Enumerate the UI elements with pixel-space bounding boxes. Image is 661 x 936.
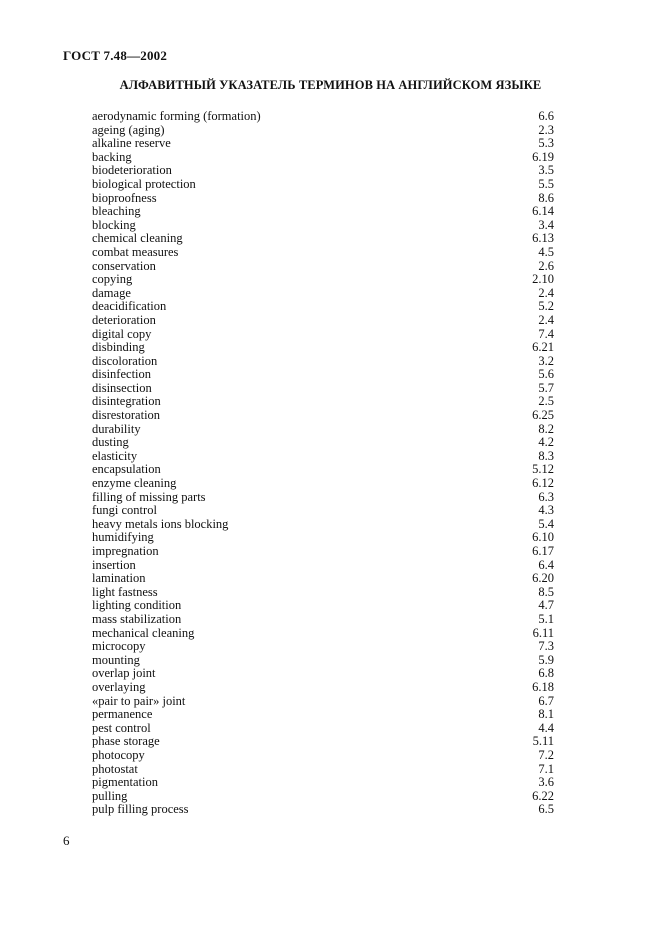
index-term: microcopy [92, 639, 146, 654]
index-entry [92, 803, 554, 817]
index-reference: 8.1 [538, 707, 554, 722]
index-entry [92, 491, 554, 505]
index-reference: 4.7 [538, 598, 554, 613]
index-term: encapsulation [92, 462, 161, 477]
index-entry [92, 328, 554, 342]
index-term: filling of missing parts [92, 489, 206, 504]
index-term: elasticity [92, 448, 138, 463]
index-entry [92, 192, 554, 206]
index-entry [92, 559, 554, 573]
index-reference: 6.11 [532, 625, 554, 640]
index-entry [92, 110, 554, 124]
index-term: digital copy [92, 326, 152, 341]
index-entry [92, 504, 554, 518]
index-entry [92, 722, 554, 736]
index-entry [92, 572, 554, 586]
index-reference: 2.10 [532, 272, 554, 287]
index-entry [92, 260, 554, 274]
index-entry [92, 164, 554, 178]
index-term: blocking [92, 217, 136, 232]
index-entry [92, 219, 554, 233]
index-reference: 3.2 [538, 353, 554, 368]
index-reference: 3.6 [538, 775, 554, 790]
index-entry [92, 436, 554, 450]
index-entry [92, 341, 554, 355]
index-entry [92, 368, 554, 382]
index-term: alkaline reserve [92, 136, 171, 151]
index-term: pest control [92, 720, 151, 735]
index-reference: 4.5 [538, 244, 554, 259]
index-term: light fastness [92, 584, 158, 599]
index-entry [92, 763, 554, 777]
index-entry [92, 273, 554, 287]
index-entry [92, 151, 554, 165]
index-entry [92, 586, 554, 600]
index-reference: 5.12 [532, 462, 554, 477]
index-term: overlap joint [92, 666, 156, 681]
index-entry [92, 695, 554, 709]
index-entry [92, 409, 554, 423]
index-term: disrestoration [92, 408, 161, 423]
index-reference: 6.25 [532, 408, 554, 423]
index-reference: 6.7 [538, 693, 554, 708]
index-reference: 6.20 [532, 571, 554, 586]
index-reference: 6.17 [532, 544, 554, 558]
index-entry [92, 613, 554, 627]
index-term: overlaying [92, 679, 146, 694]
index-reference: 4.3 [538, 503, 554, 518]
index-term: deterioration [92, 312, 156, 327]
index-reference: 6.22 [532, 788, 554, 803]
index-reference: 7.2 [538, 747, 554, 762]
index-reference: 8.2 [538, 421, 554, 436]
index-reference: 5.4 [538, 516, 554, 531]
index-reference: 5.6 [538, 367, 554, 382]
index-term: permanence [92, 707, 153, 722]
index-term: bleaching [92, 204, 141, 219]
document-header: ГОСТ 7.48—2002 [63, 48, 168, 63]
index-entry [92, 287, 554, 301]
index-reference: 6.6 [538, 109, 554, 123]
index-entry [92, 654, 554, 668]
page-number: 6 [63, 833, 70, 848]
index-term: «pair to pair» joint [92, 693, 186, 708]
index-entry [92, 395, 554, 409]
index-term: phase storage [92, 734, 160, 749]
index-term: damage [92, 285, 131, 300]
index-entry [92, 246, 554, 260]
index-term: heavy metals ions blocking [92, 516, 229, 531]
index-reference: 5.1 [538, 611, 554, 626]
index-reference: 6.3 [538, 489, 554, 504]
index-reference: 4.4 [538, 720, 554, 735]
index-term: chemical cleaning [92, 231, 183, 246]
index-entry [92, 205, 554, 219]
index-reference: 2.4 [538, 285, 554, 300]
index-reference: 6.5 [538, 802, 554, 817]
index-entry [92, 124, 554, 138]
index-entry [92, 137, 554, 151]
index-entry [92, 708, 554, 722]
index-term: combat measures [92, 244, 179, 259]
index-term: backing [92, 149, 132, 164]
index-term: pulp filling process [92, 802, 189, 817]
term-index [92, 110, 554, 817]
index-term: lighting condition [92, 598, 182, 613]
index-reference: 5.11 [532, 734, 554, 749]
index-entry [92, 776, 554, 790]
index-entry [92, 667, 554, 681]
page-title: АЛФАВИТНЫЙ УКАЗАТЕЛЬ ТЕРМИНОВ НА АНГЛИЙСКОМ ЯЗЫКЕ [119, 78, 542, 92]
index-entry [92, 681, 554, 695]
index-entry [92, 355, 554, 369]
index-term: enzyme cleaning [92, 476, 177, 491]
index-reference: 3.5 [538, 163, 554, 178]
index-term: photostat [92, 761, 138, 776]
index-term: disintegration [92, 394, 161, 409]
index-term: lamination [92, 571, 146, 586]
index-entry [92, 178, 554, 192]
index-entry [92, 735, 554, 749]
index-reference: 6.12 [532, 476, 554, 491]
index-reference: 6.4 [538, 557, 554, 572]
index-term: disbinding [92, 340, 145, 355]
index-entry [92, 627, 554, 641]
index-reference: 6.8 [538, 666, 554, 681]
index-term: dusting [92, 435, 129, 450]
index-reference: 6.19 [532, 149, 554, 164]
index-reference: 6.14 [532, 204, 554, 219]
index-reference: 7.4 [538, 326, 554, 341]
index-entry [92, 640, 554, 654]
index-entry [92, 749, 554, 763]
index-term: aerodynamic forming (formation) [92, 109, 261, 123]
index-term: humidifying [92, 530, 154, 545]
index-reference: 4.2 [538, 435, 554, 450]
index-entry [92, 599, 554, 613]
index-reference: 3.4 [538, 217, 554, 232]
index-reference: 5.3 [538, 136, 554, 151]
index-reference: 6.10 [532, 530, 554, 545]
index-reference: 2.3 [538, 122, 554, 137]
index-reference: 7.1 [538, 761, 554, 776]
index-entry [92, 314, 554, 328]
index-entry [92, 232, 554, 246]
index-term: biological protection [92, 176, 196, 191]
index-term: conservation [92, 258, 156, 273]
index-reference: 5.9 [538, 652, 554, 667]
index-term: durability [92, 421, 141, 436]
index-reference: 7.3 [538, 639, 554, 654]
index-term: discoloration [92, 353, 158, 368]
index-entry [92, 382, 554, 396]
index-term: bioproofness [92, 190, 157, 205]
index-reference: 5.2 [538, 299, 554, 314]
index-term: biodeterioration [92, 163, 172, 178]
index-term: disinsection [92, 380, 152, 395]
index-term: mounting [92, 652, 140, 667]
index-reference: 8.5 [538, 584, 554, 599]
index-reference: 8.6 [538, 190, 554, 205]
index-reference: 5.7 [538, 380, 554, 395]
index-entry [92, 790, 554, 804]
index-term: mass stabilization [92, 611, 182, 626]
index-entry [92, 450, 554, 464]
index-term: photocopy [92, 747, 145, 762]
index-reference: 8.3 [538, 448, 554, 463]
index-entry [92, 463, 554, 477]
index-entry [92, 518, 554, 532]
index-term: mechanical cleaning [92, 625, 195, 640]
index-entry [92, 477, 554, 491]
index-term: deacidification [92, 299, 167, 314]
index-term: fungi control [92, 503, 157, 518]
index-entry [92, 545, 554, 559]
index-entry [92, 300, 554, 314]
index-entry [92, 531, 554, 545]
index-term: pigmentation [92, 775, 158, 790]
index-reference: 2.4 [538, 312, 554, 327]
index-reference: 6.13 [532, 231, 554, 246]
index-term: impregnation [92, 544, 159, 558]
index-reference: 2.5 [538, 394, 554, 409]
index-reference: 6.18 [532, 679, 554, 694]
index-term: insertion [92, 557, 136, 572]
index-reference: 2.6 [538, 258, 554, 273]
index-reference: 6.21 [532, 340, 554, 355]
index-term: ageing (aging) [92, 122, 165, 137]
index-term: copying [92, 272, 133, 287]
index-entry [92, 423, 554, 437]
index-reference: 5.5 [538, 176, 554, 191]
index-term: disinfection [92, 367, 152, 382]
index-term: pulling [92, 788, 128, 803]
